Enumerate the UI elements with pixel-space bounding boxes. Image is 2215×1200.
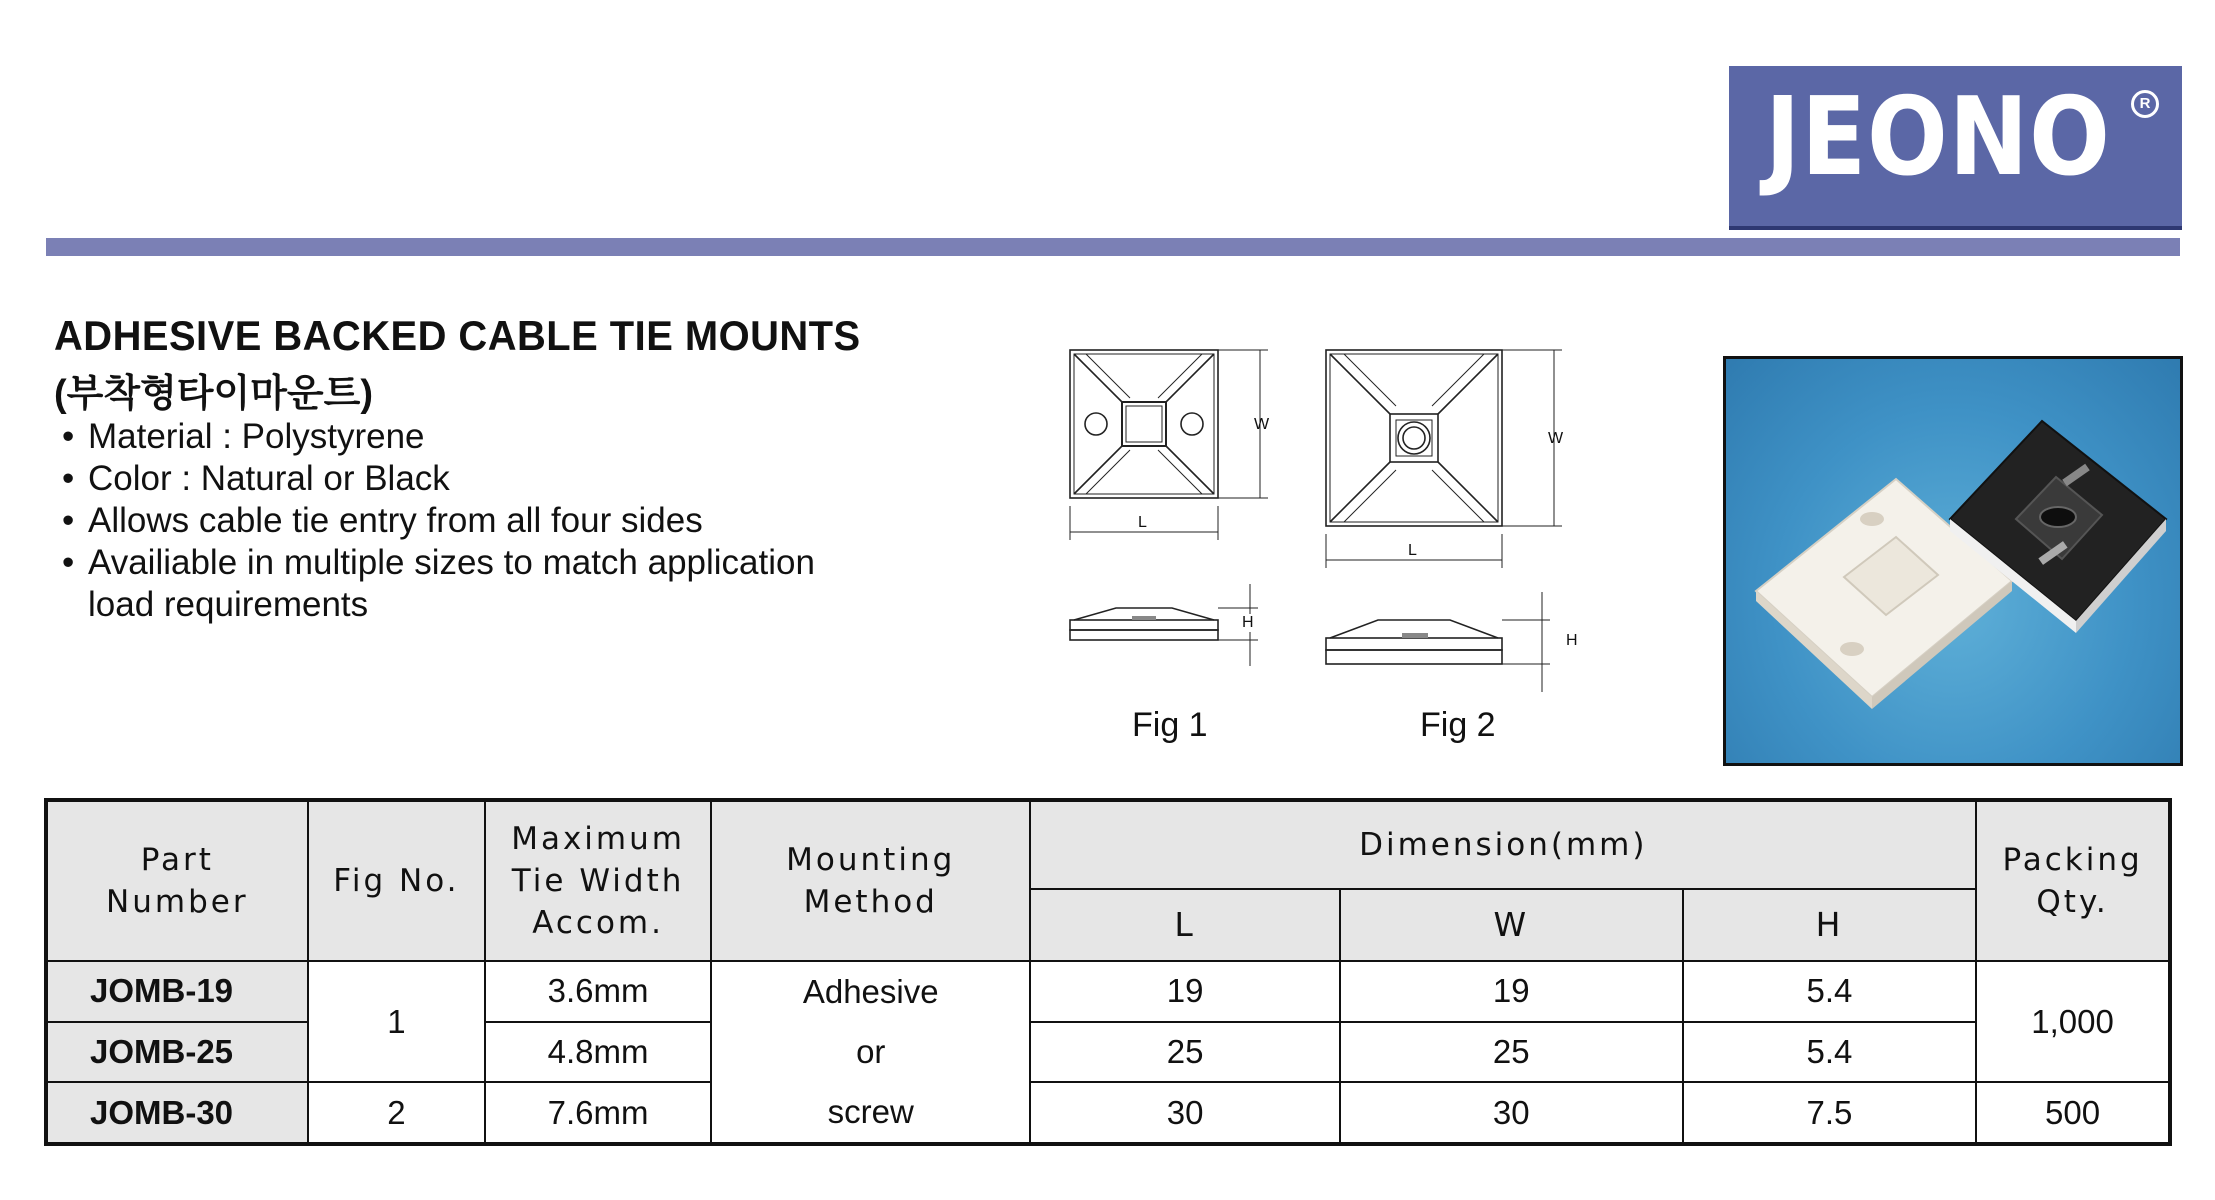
dim-h-cell: 5.4 (1683, 961, 1976, 1022)
header-part-number (46, 800, 308, 961)
spec-table (44, 798, 2172, 1146)
product-photo (1723, 356, 2183, 766)
fig2-width-label: W (1548, 430, 1564, 447)
header-divider (46, 238, 2180, 256)
packing-qty-cell: 500 (1976, 1082, 2170, 1144)
part-number-cell: JOMB-30 (46, 1082, 308, 1144)
header-part-line2: Number (106, 884, 249, 920)
header-packing-qty (1976, 800, 2170, 961)
feature-item: • Availiable in multiple sizes to match application (62, 542, 815, 584)
fig2-top-view (1326, 350, 1562, 568)
mounting-method-cell (711, 961, 1030, 1144)
dim-l-cell: 19 (1030, 961, 1339, 1022)
header-mounting-method (711, 800, 1030, 961)
fig2-length-label: L (1408, 542, 1417, 559)
dim-h-cell: 7.5 (1683, 1082, 1976, 1144)
header-mount-line2: Method (803, 884, 938, 920)
fig1-caption: Fig 1 (1132, 706, 1208, 744)
page-title: ADHESIVE BACKED CABLE TIE MOUNTS (54, 312, 861, 359)
feature-list (62, 416, 815, 626)
feature-item: • Color : Natural or Black (62, 458, 815, 500)
header-mount-line1: Mounting (786, 842, 956, 878)
page-subtitle: (부착형타이마운트) (54, 373, 373, 415)
table-header-row (46, 800, 2170, 889)
technical-drawings (1040, 330, 1600, 760)
part-number-cell: JOMB-25 (46, 1022, 308, 1083)
tie-width-cell: 7.6mm (485, 1082, 711, 1144)
header-tie-line3: Accom. (532, 905, 664, 941)
fig2-side-view (1326, 592, 1550, 692)
packing-qty-cell: 1,000 (1976, 961, 2170, 1082)
table-row (46, 961, 2170, 1022)
fig1-width-label: W (1254, 416, 1270, 433)
header-h: H (1683, 889, 1976, 961)
fig1-top-view (1070, 350, 1268, 540)
header-fig-no: Fig No. (308, 800, 486, 961)
fig1-height-label: H (1242, 614, 1254, 631)
feature-item: • Allows cable tie entry from all four sides (62, 500, 815, 542)
header-pack-line1: Packing (2002, 842, 2143, 878)
dim-l-cell: 25 (1030, 1022, 1339, 1083)
brand-name: JEONO (1765, 75, 2111, 200)
feature-item-continuation-text: load requirements (88, 585, 369, 624)
header-tie-line1: Maximum (511, 821, 685, 857)
dim-w-cell: 19 (1340, 961, 1683, 1022)
tie-width-cell: 4.8mm (485, 1022, 711, 1083)
dim-h-cell: 5.4 (1683, 1022, 1976, 1083)
header-w: W (1340, 889, 1683, 961)
header-pack-line2: Qty. (2036, 884, 2109, 920)
mount-line1: Adhesive (802, 973, 939, 1010)
feature-item: • Material : Polystyrene (62, 416, 815, 458)
fig-no-cell: 1 (308, 961, 486, 1082)
feature-item-continuation (62, 584, 815, 626)
table-row (46, 1082, 2170, 1144)
header-tie-line2: Tie Width (511, 863, 685, 899)
dim-l-cell: 30 (1030, 1082, 1339, 1144)
product-photo-svg (1726, 359, 2180, 763)
header-l: L (1030, 889, 1339, 961)
dim-w-cell: 25 (1340, 1022, 1683, 1083)
fig1-side-view (1070, 584, 1258, 666)
fig1-length-label: L (1138, 514, 1147, 531)
fig2-caption: Fig 2 (1420, 706, 1496, 744)
part-number-cell: JOMB-19 (46, 961, 308, 1022)
brand-logo (1729, 66, 2182, 230)
dim-w-cell: 30 (1340, 1082, 1683, 1144)
tie-width-cell: 3.6mm (485, 961, 711, 1022)
mount-line2: or (856, 1033, 886, 1070)
fig2-height-label: H (1566, 632, 1578, 649)
drawings-svg (1040, 330, 1600, 760)
header-dimension: Dimension(mm) (1030, 800, 1976, 889)
mount-line3: screw (827, 1093, 914, 1130)
registered-mark-icon: R (2131, 90, 2159, 118)
header-part-line1: Part (140, 842, 214, 878)
header-tie-width (485, 800, 711, 961)
fig-no-cell: 2 (308, 1082, 486, 1144)
